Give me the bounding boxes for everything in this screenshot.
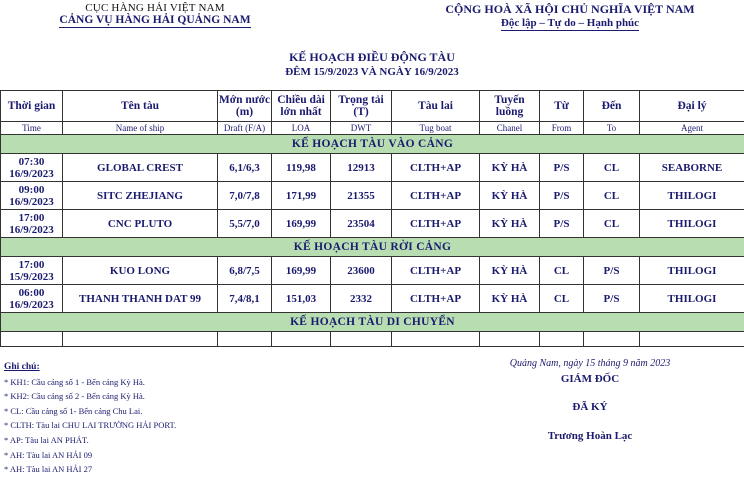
table-row [1, 285, 744, 313]
channel: KỲ HÀ [480, 285, 540, 313]
header-row-en [1, 122, 744, 135]
loa: 151,03 [272, 285, 331, 313]
note-item: * AH: Tàu lai AN HẢI 09 [4, 448, 294, 463]
empty-row [1, 332, 744, 347]
agent: THILOGI [640, 285, 744, 313]
dwt: 12913 [331, 154, 392, 182]
section-departure [1, 238, 744, 257]
tug: CLTH+AP [392, 182, 480, 210]
from: CL [540, 257, 584, 285]
time: 17:00 [1, 212, 62, 224]
issuing-authority [40, 2, 270, 28]
document-subtitle: ĐÊM 15/9/2023 VÀ NGÀY 16/9/2023 [0, 66, 744, 78]
channel: KỲ HÀ [480, 210, 540, 238]
section-arrival [1, 135, 744, 154]
note-item: * AH: Tàu lai AN HẢI 27 [4, 462, 294, 477]
loa: 171,99 [272, 182, 331, 210]
authority-name: CẢNG VỤ HÀNG HẢI QUẢNG NAM [59, 14, 250, 28]
time: 17:00 [1, 259, 62, 271]
time: 06:00 [1, 287, 62, 299]
authority-parent: CỤC HÀNG HẢI VIỆT NAM [40, 2, 270, 14]
ship-movement-table [0, 90, 744, 347]
from: CL [540, 285, 584, 313]
col-sub-from: From [540, 122, 584, 135]
from: P/S [540, 210, 584, 238]
tug: CLTH+AP [392, 154, 480, 182]
ship-name: THANH THANH DAT 99 [63, 285, 218, 313]
section-arrival-label: KẾ HOẠCH TÀU VÀO CẢNG [1, 135, 744, 154]
draft: 6,8/7,5 [218, 257, 272, 285]
country-name: CỘNG HOÀ XÃ HỘI CHỦ NGHĨA VIỆT NAM [420, 2, 720, 17]
dwt: 2332 [331, 285, 392, 313]
col-sub-dwt: DWT [331, 122, 392, 135]
agent: SEABORNE [640, 154, 744, 182]
date: 16/9/2023 [1, 168, 62, 180]
agent: THILOGI [640, 210, 744, 238]
draft: 6,1/6,3 [218, 154, 272, 182]
signed-mark: ĐÃ KÝ [440, 401, 740, 413]
col-sub-time: Time [1, 122, 63, 135]
ship-name: SITC ZHEJIANG [63, 182, 218, 210]
date: 16/9/2023 [1, 224, 62, 236]
loa: 169,99 [272, 257, 331, 285]
col-header-dwt: Trọng tải (T) [331, 91, 392, 122]
channel: KỲ HÀ [480, 154, 540, 182]
to: P/S [584, 257, 640, 285]
time-cell [1, 182, 63, 210]
note-item: * KH2: Cầu cảng số 2 - Bến cảng Kỳ Hà. [4, 389, 294, 404]
time-cell [1, 285, 63, 313]
to: CL [584, 210, 640, 238]
section-shifting-label: KẾ HOẠCH TÀU DI CHUYỂN [1, 313, 744, 332]
section-departure-label: KẾ HOẠCH TÀU RỜI CẢNG [1, 238, 744, 257]
col-header-ship: Tên tàu [63, 91, 218, 122]
col-sub-to: To [584, 122, 640, 135]
channel: KỲ HÀ [480, 257, 540, 285]
ship-name: CNC PLUTO [63, 210, 218, 238]
time-cell [1, 257, 63, 285]
notes-block [4, 360, 294, 477]
col-header-agent: Đại lý [640, 91, 744, 122]
col-sub-tug: Tug boat [392, 122, 480, 135]
col-header-to: Đến [584, 91, 640, 122]
ship-name: KUO LONG [63, 257, 218, 285]
to: P/S [584, 285, 640, 313]
col-header-from: Từ [540, 91, 584, 122]
table-row [1, 257, 744, 285]
section-shifting [1, 313, 744, 332]
channel: KỲ HÀ [480, 182, 540, 210]
note-item: * CLTH: Tàu lai CHU LAI TRƯỜNG HẢI PORT. [4, 418, 294, 433]
signing-date: Quảng Nam, ngày 15 tháng 9 năm 2023 [440, 358, 740, 369]
col-sub-ship: Name of ship [63, 122, 218, 135]
date: 16/9/2023 [1, 299, 62, 311]
col-header-draft: Mớn nước (m) [218, 91, 272, 122]
table-row [1, 182, 744, 210]
dwt: 21355 [331, 182, 392, 210]
to: CL [584, 154, 640, 182]
signer-name: Trương Hoàn Lạc [440, 430, 740, 442]
table-row [1, 210, 744, 238]
to: CL [584, 182, 640, 210]
header-row-vi [1, 91, 744, 122]
document-title: KẾ HOẠCH ĐIỀU ĐỘNG TÀU [0, 50, 744, 65]
time: 09:00 [1, 184, 62, 196]
col-sub-loa: LOA [272, 122, 331, 135]
agent: THILOGI [640, 257, 744, 285]
draft: 5,5/7,0 [218, 210, 272, 238]
tug: CLTH+AP [392, 210, 480, 238]
draft: 7,0/7,8 [218, 182, 272, 210]
date: 16/9/2023 [1, 196, 62, 208]
tug: CLTH+AP [392, 285, 480, 313]
col-sub-channel: Chanel [480, 122, 540, 135]
notes-heading: Ghi chú: [4, 360, 294, 375]
time: 07:30 [1, 156, 62, 168]
date: 15/9/2023 [1, 271, 62, 283]
dwt: 23600 [331, 257, 392, 285]
loa: 119,98 [272, 154, 331, 182]
agent: THILOGI [640, 182, 744, 210]
national-motto [420, 2, 720, 31]
col-sub-draft: Draft (F/A) [218, 122, 272, 135]
time-cell [1, 210, 63, 238]
ship-name: GLOBAL CREST [63, 154, 218, 182]
col-header-time: Thời gian [1, 91, 63, 122]
signer-role: GIÁM ĐỐC [440, 373, 740, 385]
note-item: * CL: Cầu cảng số 1- Bến cảng Chu Lai. [4, 404, 294, 419]
table-row [1, 154, 744, 182]
note-item: * AP: Tàu lai AN PHÁT. [4, 433, 294, 448]
draft: 7,4/8,1 [218, 285, 272, 313]
note-item: * KH1: Cầu cảng số 1 - Bến cảng Kỳ Hà. [4, 375, 294, 390]
col-header-loa: Chiều dài lớn nhất [272, 91, 331, 122]
col-header-channel: Tuyến luồng [480, 91, 540, 122]
from: P/S [540, 154, 584, 182]
dwt: 23504 [331, 210, 392, 238]
motto: Độc lập – Tự do – Hạnh phúc [501, 17, 639, 31]
from: P/S [540, 182, 584, 210]
tug: CLTH+AP [392, 257, 480, 285]
loa: 169,99 [272, 210, 331, 238]
col-sub-agent: Agent [640, 122, 744, 135]
time-cell [1, 154, 63, 182]
col-header-tug: Tàu lai [392, 91, 480, 122]
